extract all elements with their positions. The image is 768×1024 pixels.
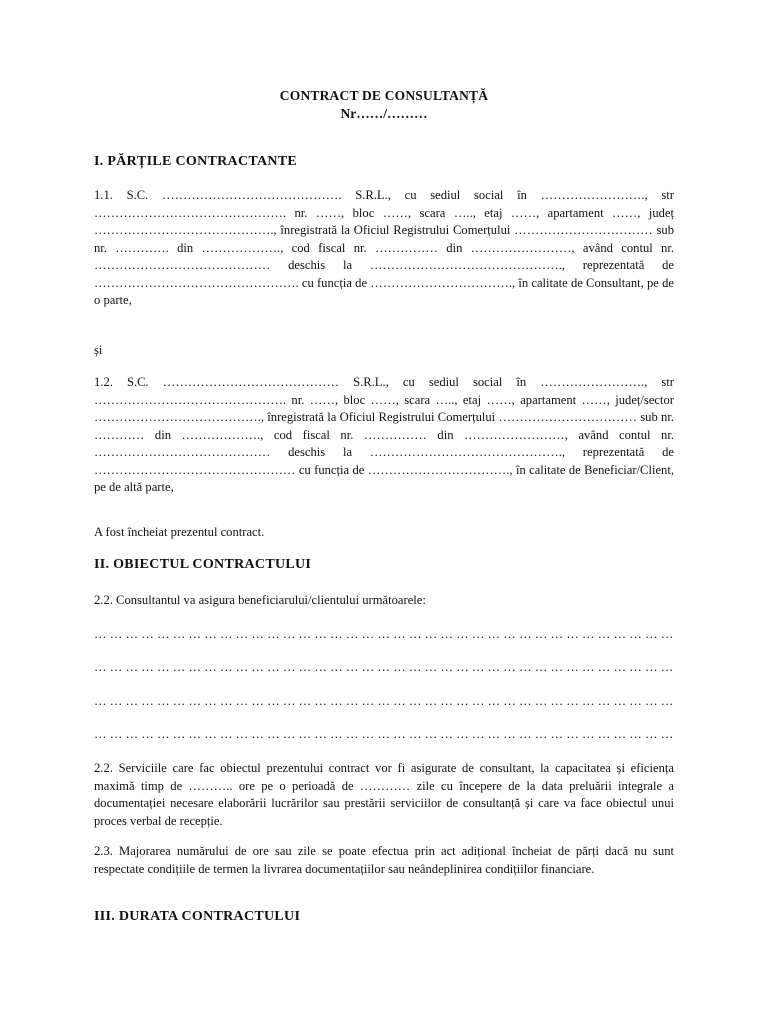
clause-2-2-services: 2.2. Serviciile care fac obiectul prezentului contract vor fi asigurate de consultant, la capacitatea și eficiența maximă timp de ……….. ore pe o perioadă de ………… zile cu începere de la data preluării integrale a documentației necesare elaborării lucrărilor sau prestării serviciilor de consultanță și care va face obiectul unui proces verbal de recepție. <box>94 761 674 828</box>
clause-1-2: 1.2. S.C. …………………………………… S.R.L., cu sediul social în ……………………., str ………………………………………. nr. ……, bloc ……, scara ….., etaj ……, apartament ……, județ/sector …………………………………., înregistrată la Oficiul Registrului Comerțului …………………………… sub nr. ………… din ………………., cod fiscal nr. …………… din ……………………, având contul nr. …………………………………… deschis la ………………………………………., reprezentată de ………………………………………… cu funcția de ……………………………., în calitate de Beneficiar/Client, pe de altă parte, <box>94 375 674 494</box>
conjunction-and: și <box>94 343 103 357</box>
clause-2-3: 2.3. Majorarea numărului de ore sau zile se poate efectua prin act adițional încheiat de părți dacă nu sunt respectate condițiile de termen la livrarea documentațiilor sau neândeplinirea condițiilor financiare. <box>94 844 674 876</box>
contract-concluded-statement: A fost încheiat prezentul contract. <box>94 525 265 539</box>
clause-2-2-intro: 2.2. Consultantul va asigura beneficiarului/clientului următoarele: <box>94 593 426 607</box>
dotted-fill-line: … … … … … … … … … … … … … … … … … … … … … … … … … … … … … … … … … … … … … <box>94 627 674 641</box>
section-heading-object: II. OBIECTUL CONTRACTULUI <box>94 557 312 572</box>
section-heading-duration: III. DURATA CONTRACTULUI <box>94 909 301 924</box>
contract-number: Nr……/……… <box>340 106 428 121</box>
dotted-fill-line: … … … … … … … … … … … … … … … … … … … … … … … … … … … … … … … … … … … … … <box>94 694 674 708</box>
section-heading-parties: I. PĂRȚILE CONTRACTANTE <box>94 154 298 169</box>
dotted-fill-line: … … … … … … … … … … … … … … … … … … … … … … … … … … … … … … … … … … … … … <box>94 660 674 674</box>
clause-1-1: 1.1. S.C. ……………………………………. S.R.L., cu sediul social în ……………………., str ………………………………………. nr. ……, bloc ……, scara ….., etaj ……, apartament ……, județ ……………………………………., înregistrată la Oficiul Registrului Comerțului …………………………… sub nr. …………. din ………………., cod fiscal nr. …………… din ……………………, având contul nr. …………………………………… deschis la ………………………………………., reprezentată de …………………………………………. cu funcția de ……………………………., în calitate de Consultant, pe de o parte, <box>94 188 674 307</box>
document-title: CONTRACT DE CONSULTANȚĂ <box>279 88 489 103</box>
dotted-fill-line: … … … … … … … … … … … … … … … … … … … … … … … … … … … … … … … … … … … … … <box>94 727 674 741</box>
